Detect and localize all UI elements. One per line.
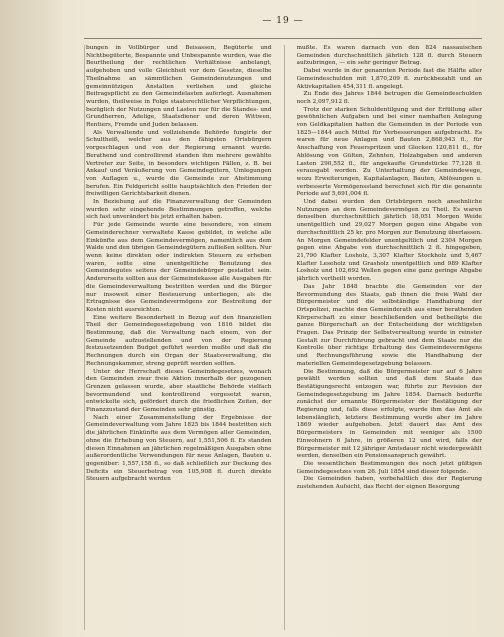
paragraph: Zu Ende des Jahres 1844 betrugen die Gemeindeschulden noch 2,097,912 fl. (296, 91, 482, 105)
paragraph: Unter der Herrschaft dieses Gemeindegesetzes, wonach den Gemeinden zwar freie Aktion innerhalb der gezogenen Grenzen gelassen wurde, aber staatliche Behörde vielfach bevormundend und kontrollirend vorgesetzt waren, entwickelte sich, gefördert durch die friedlichen Zeiten, der Finanzzustand der Gemeinden sehr günstig. (86, 368, 272, 414)
paragraph: Die Bestimmung, daß die Bürgermeister nur auf 6 Jahre gewählt werden sollten und daß dem Staate das Bestätigungsrecht entzogen war, führte zur Revision der Gemeindegesetzgebung im Jahre 1854. Darnach bedurfte zunächst der ernannte Bürgermeister der Bestätigung der Regierung und, falls diese erfolgte, wurde ihm das Amt als lebenslänglich, letztere Bestimmung wurde aber im Jahre 1869 wieder aufgehoben. Jetzt dauert das Amt des Bürgermeisters in Gemeinden mit weniger als 1500 Einwohnern 6 Jahre, in größeren 12 und wird, falls der Bürgermeister mit 12 jähriger Amtsdauer nicht wiedergewählt werden, denselben ein Pensionsanspruch gewährt. (296, 368, 482, 460)
column-right (297, 45, 483, 630)
paragraph: Eine weitere Besonderheit in Bezug auf den finanziellen Theil der Gemeindegesetzgebung von 1816 bildet die Bestimmung, daß die Verwaltung nach einem, von der Gemeinde aufzustellenden und von der Regierung festzusetzenden Budget geführt werden mußte und daß die Rechnungen durch ein Organ der Staatsverwaltung, die Rechnungskammer, streng geprüft werden sollten. (86, 314, 272, 367)
paragraph: Als Verwaltende und vollziehende Behörde fungirte der Schultheiß, welcher aus den fähigsten Ortsbürgern vorgeschlagen und von der Regierung ernannt wurde. Berathend und controllirend standen ihm mehrere gewählte Vertreter zur Seite, in besonders wichtigen Fällen, z. B. bei Ankauf und Veräußerung von Gemeindegütern, Umlegungen von Auflagen u., wurde die Gemeinde zur Abstimmung berufen. Ein Feldgericht sollte hauptsächlich den Frieden der freiwilligen Gerichtsbarkeit dienen. (86, 129, 272, 198)
paragraph: Die Gemeinden haben, vorbehaltlich des der Regierung zustehenden Aufsicht, das Recht der eignen Besorgung (296, 476, 482, 491)
paragraph: Dabei wurde in der genannten Periode fast die Hälfte aller Gemeindeschulden mit 1,870,209 fl. zurückbezahlt und an Aktivkapitalien 454,311 fl. angelegt. (296, 68, 482, 90)
paragraph: Die wesentlichen Bestimmungen des noch jetzt gültigen Gemeindegesetzes vom 26. Juli 1854 sind dieser folgende. (296, 460, 482, 475)
paragraph: Trotz der starken Schuldentilgung und der Erfüllung aller gewöhnlichen Aufgaben und bei einer namhaften Anlegung von Geldkapitalien hatten die Gemeinden in der Periode von 1825—1844 auch Mittel für Verbesserungen aufgebracht. Es waren für neue Anlagen und Bauten 2,868,943 fl., für Anschaffung von Feuerspritzen und Glocken 120,811 fl., für Ablösung von Gülten, Zehnten, Holzabgaben und anderen Lasten 290,552 fl., für angekaufte Grundstücke 77,128 fl. verausgabt worden. Zu Unterhaltung der Gemeindewege, wozu Erweiterungen, Kapitalanlagen, Bauten, Ablösungen u. verbesserte Vermögensstand berechnet sich für die genannte Periode auf 5,691,004 fl. (296, 106, 482, 198)
column-divider (284, 45, 285, 630)
paragraph: Das Jahr 1848 brachte die Gemeinden vor der Bevormundung des Staats, gab ihnen die freie Wahl der Bürgermeister und die selbständige Handhabung der Ortspolizei, machte den Gemeinderath aus einer berathenden Körperschaft zu einer beschließenden und betheiligte die ganze Bürgerschaft an der Entscheidung der wichtigsten Fragen. Das Prinzip der Selbstverwaltung wurde in reinster Gestalt zur Durchführung gebracht und dem Staate nur die Kontrolle über richtige Erhaltung des Gemeindevermögens und Rechnungsführung sowie die Handhabung der materiellen Gemeindegesetzgebung belassen. (296, 283, 482, 367)
binding-gutter (0, 0, 62, 637)
paragraph: Für jede Gemeinde wurde eine besondere, von einem Gemeinderechner verwaltete Kasse gebildet, in welche alle Einkünfte aus dem Gemeindevermögen, namentlich aus dem Walde und den übrigen Gemeindegütern zufließen sollten. Nur wenn keine direkten oder indirekten Steuern zu erheben waren, sollte eine unentgeltliche Benutzung des Gemeindegutes seitens der Gemeindebürger gestattet sein. Andererseits sollten aus der Gemeindekasse alle Ausgaben für die Gemeindeverwaltung bestritten werden und die Bürger nur insoweit einer Besteuerung unterliegen, als die Ertragnisse des Gemeindevermögens zur Bestreitung der Kosten nicht ausreichten. (86, 222, 272, 313)
page-header (84, 0, 482, 39)
paragraph: bungen in Vollbürger und Beisassen, Begüterte und Nichtbegüterte, Bespannte und Unbespannte wurden, was die Beurtheilung der rechtlichen Verhältnisse anbelangt, aufgehoben und volle Gleichheit vor dem Gesetze, dieselbe Theilnahme an sämmtlichen Gemeindenutzungen und gemeinnützigen Anstalten verliehen und gleiche Beitragspflicht zu den Gemeindelasten auferlegt. Ausnahmen wurden, theilweise in Folge staatsrechtlicher Verpflichtungen, bezüglich der Nutzungen und Lasten nur für die Standes- und Grundherren, Adelige, Staatsdiener und deren Wittwen, Rentiers, Fremde und Juden belassen. (86, 45, 272, 129)
paragraph: Nach einer Zusammenstellung der Ergebnisse der Gemeindeverwaltung vom Jahre 1825 bis 1844 bestritten sich die jährlichen Einkünfte aus dem Vermögen aller Gemeinden, ohne die Erhebung von Steuern, auf 1,551,506 fl. Es standen diesen Einnahmen an jährlichen regelmäßigen Ausgaben ohne außerordentliche Verwendungen für neue Anlagen, Bauten u. gegenüber: 1,557,158 fl., so daß schließlich zur Deckung des Deficits ein Steuerbetrag von 105,908 fl. durch direkte Steuern aufgebracht werden (86, 414, 272, 483)
paragraph: mußte. Es waren darnach von den 824 nassauischen Gemeinden durchschnittlich jährlich 128 fl. durch Steuern aufzubringen, — ein sehr geringer Betrag. (296, 45, 482, 67)
text-columns (84, 45, 482, 630)
paragraph: Und dabei wurden den Ortsbürgern noch ansehnliche Nutzungen an dem Gemeindevermögen zu Theil. Es waren denselben durchschnittlich jährlich 18,051 Morgen Weide unentgeltlich und 29,027 Morgen gegen eine Abgabe von durchschnittlich 25 kr. pro Morgen zur Benutzung überlassen. An Morgen Gemeindefelder unentgeltlich und 2304 Morgen gegen eine Abgabe von durchschnittlich 2 fl. hingegeben, 21,790 Klafter Losholz, 3,307 Klafter Stockholz und 5,467 Klafter Leseholz und Grasholz unentgeltlich und 989 Klafter Losholz und 102,692 Wellen gegen eine ganz geringe Abgabe jährlich vertheilt worden. (296, 199, 482, 283)
page-number: — 19 — (262, 16, 304, 26)
column-left (86, 45, 272, 630)
paragraph: In Beziehung auf die Finanzverwaltung der Gemeinden wurden sehr eingehende Bestimmungen getroffen, welche sich fast unverändert bis jetzt erhalten haben. (86, 199, 272, 221)
